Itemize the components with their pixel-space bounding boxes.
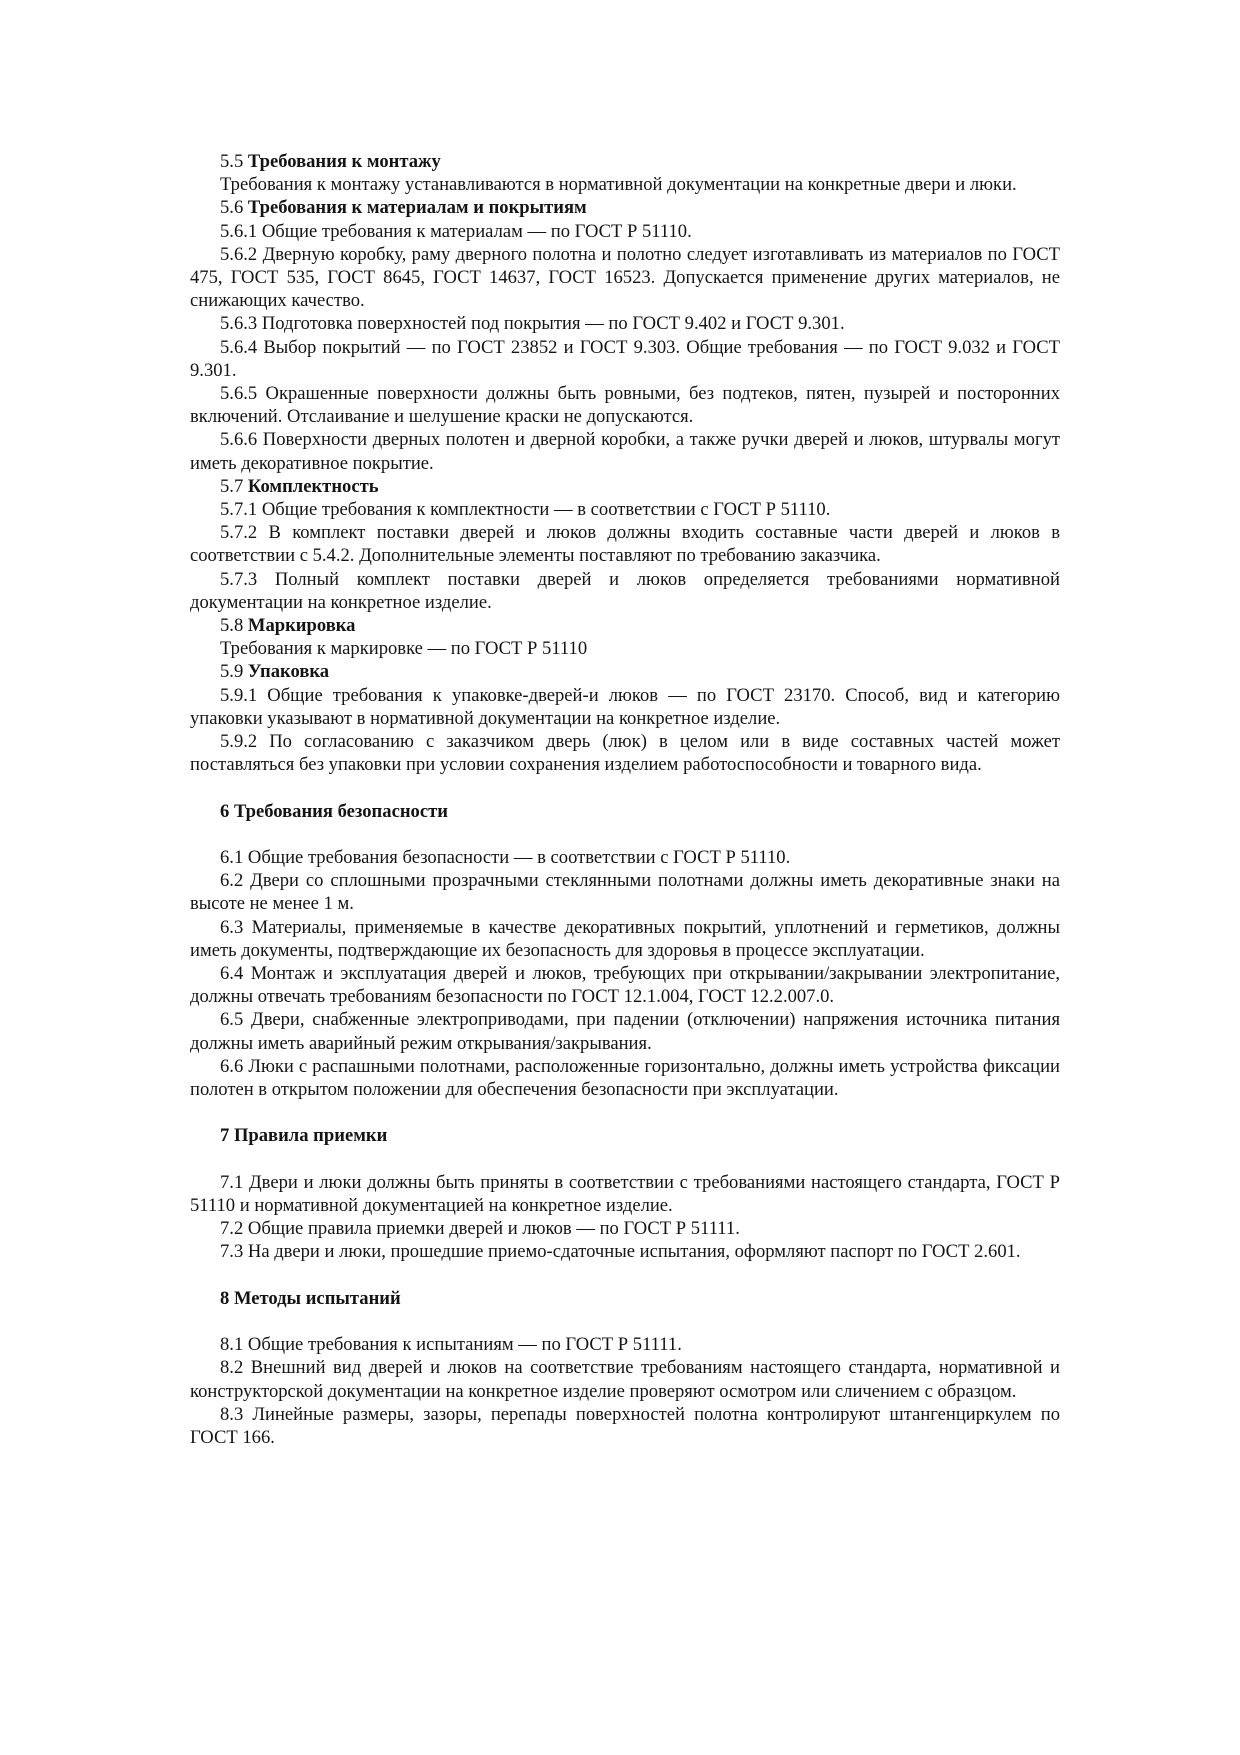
subsection-number: 5.7: [220, 475, 244, 497]
paragraph: Требования к маркировке — по ГОСТ Р 51110: [220, 638, 588, 660]
subsection-title: Требования к материалам и покрытиям: [247, 197, 587, 219]
subsection-title: Маркировка: [247, 615, 356, 637]
paragraph: 5.6.3 Подготовка поверхностей под покрытия — по ГОСТ 9.402 и ГОСТ 9.301.: [220, 313, 845, 335]
paragraph: 6.3 Материалы, применяемые в качестве декоративных покрытий, уплотнений и герметиков, должны иметь документы, подтверждающие их безопасность для здоровья в процессе эксплуатации.: [190, 916, 1060, 961]
subsection-number: 5.8: [220, 615, 244, 637]
subsection-title: Упаковка: [247, 661, 330, 683]
paragraph: 5.6.4 Выбор покрытий — по ГОСТ 23852 и ГОСТ 9.303. Общие требования — по ГОСТ 9.032 и ГОСТ 9.301.: [190, 336, 1060, 381]
subsection-number: 5.5: [220, 151, 244, 172]
paragraph: 6.6 Люки с распашными полотнами, расположенные горизонтально, должны иметь устройства фиксации полотен в открытом положении для обеспечения безопасности при эксплуатации.: [190, 1055, 1060, 1101]
section-heading: 6 Требования безопасности: [220, 800, 448, 822]
section-spacer: [190, 776, 1060, 799]
subsection-number: 5.9: [220, 661, 244, 683]
paragraph: 8.1 Общие требования к испытаниям — по ГОСТ Р 51111.: [220, 1334, 682, 1356]
paragraph: 6.5 Двери, снабженные электроприводами, при падении (отключении) напряжения источника питания должны иметь аварийный режим открывания/закрывания.: [190, 1009, 1060, 1054]
subsection-heading: [190, 150, 1060, 173]
paragraph: 8.2 Внешний вид дверей и люков на соответствие требованиям настоящего стандарта, нормативной и конструкторской документации на конкретное изделие проверяют осмотром или сличением с образцом.: [190, 1357, 1060, 1402]
section-spacer: [190, 1148, 1060, 1171]
paragraph: 7.3 На двери и люки, прошедшие приемо-сдаточные испытания, оформляют паспорт по ГОСТ 2.601.: [220, 1241, 1021, 1263]
paragraph: 5.6.1 Общие требования к материалам — по ГОСТ Р 51110.: [220, 220, 692, 242]
subsection-heading: [190, 660, 1060, 683]
paragraph: 8.3 Линейные размеры, зазоры, перепады поверхностей полотна контролируют штангенциркулем по ГОСТ 166.: [190, 1403, 1060, 1449]
paragraph: 5.7.3 Полный комплект поставки дверей и люков определяется требованиями нормативной документации на конкретное изделие.: [190, 568, 1060, 613]
paragraph: 5.9.1 Общие требования к упаковке-дверей-и люков — по ГОСТ 23170. Способ, вид и категорию упаковки указывают в нормативной документации на конкретное изделие.: [190, 684, 1060, 729]
subsection-heading: [190, 196, 1060, 219]
section-spacer: [190, 823, 1060, 846]
paragraph: 6.4 Монтаж и эксплуатация дверей и люков, требующих при открывании/закрывании электропитание, должны отвечать требованиям безопасности по ГОСТ 12.1.004, ГОСТ 12.2.007.0.: [190, 963, 1060, 1008]
paragraph: 6.2 Двери со сплошными прозрачными стеклянными полотнами должны иметь декоративные знаки на высоте не менее 1 м.: [190, 870, 1060, 915]
document-body: [190, 150, 1060, 1449]
paragraph: Требования к монтажу устанавливаются в нормативной документации на конкретные двери и люки.: [220, 174, 1017, 196]
section-spacer: [190, 1264, 1060, 1287]
paragraph: 7.1 Двери и люки должны быть приняты в соответствии с требованиями настоящего стандарта, ГОСТ Р 51110 и нормативной документацией на конкретное изделие.: [190, 1171, 1060, 1217]
paragraph: 5.7.1 Общие требования к комплектности — в соответствии с ГОСТ Р 51110.: [220, 499, 831, 521]
paragraph: 5.6.6 Поверхности дверных полотен и дверной коробки, а также ручки дверей и люков, штурвалы могут иметь декоративное покрытие.: [190, 429, 1060, 474]
subsection-title: Комплектность: [247, 475, 379, 497]
section-spacer: [190, 1310, 1060, 1333]
subsection-heading: [190, 475, 1060, 498]
section-heading: 7 Правила приемки: [220, 1125, 388, 1147]
subsection-heading: [190, 614, 1060, 637]
paragraph: 6.1 Общие требования безопасности — в соответствии с ГОСТ Р 51110.: [220, 847, 791, 869]
paragraph: 5.7.2 В комплект поставки дверей и люков должны входить составные части дверей и люков в соответствии с 5.4.2. Дополнительные элементы поставляют по требованию заказчика.: [190, 522, 1060, 567]
paragraph: 5.6.2 Дверную коробку, раму дверного полотна и полотно следует изготавливать из материалов по ГОСТ 475, ГОСТ 535, ГОСТ 8645, ГОСТ 14637, ГОСТ 16523. Допускается применение других материалов, не снижающих качество.: [190, 243, 1060, 312]
subsection-title: Требования к монтажу: [247, 151, 441, 172]
section-heading: 8 Методы испытаний: [220, 1287, 401, 1309]
paragraph: 5.9.2 По согласованию с заказчиком дверь (люк) в целом или в виде составных частей может поставляться без упаковки при условии сохранения изделием работоспособности и товарного вида.: [190, 731, 1060, 776]
section-spacer: [190, 1101, 1060, 1124]
paragraph: 5.6.5 Окрашенные поверхности должны быть ровными, без подтеков, пятен, пузырей и посторонних включений. Отслаивание и шелушение краски не допускаются.: [190, 383, 1060, 428]
paragraph: 7.2 Общие правила приемки дверей и люков — по ГОСТ Р 51111.: [220, 1218, 740, 1240]
subsection-number: 5.6: [220, 197, 244, 219]
